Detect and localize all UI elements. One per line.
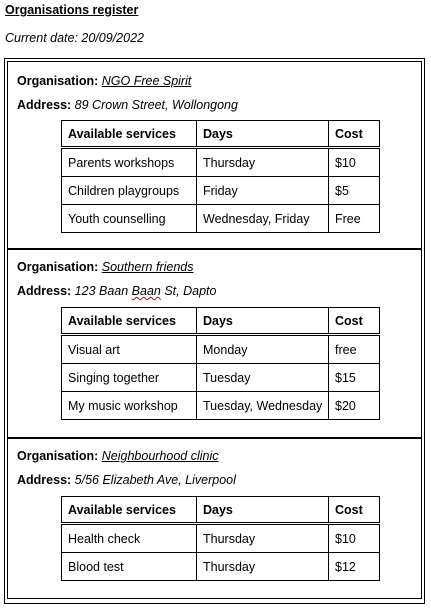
column-header-days: Days (197, 308, 329, 335)
organisation-label: Organisation: (17, 449, 99, 463)
organisation-line (17, 260, 193, 274)
service-cell: Parents workshops (62, 148, 197, 177)
address-label: Address: (17, 98, 72, 112)
table-header-row (62, 121, 380, 148)
table-row (62, 335, 380, 364)
address-value: 5/56 Elizabeth Ave, Liverpool (74, 473, 236, 487)
table-header-row (62, 497, 380, 524)
table-row (62, 392, 380, 420)
days-cell: Tuesday (197, 364, 329, 392)
cost-cell: $10 (329, 148, 380, 177)
service-cell: Children playgroups (62, 177, 197, 205)
address-part: St, Dapto (160, 284, 217, 298)
days-cell: Monday (197, 335, 329, 364)
service-cell: Blood test (62, 553, 197, 581)
service-cell: Singing together (62, 364, 197, 392)
cost-cell: $12 (329, 553, 380, 581)
days-cell: Thursday (197, 148, 329, 177)
column-header-services: Available services (62, 308, 197, 335)
organisations-register (4, 58, 425, 604)
column-header-cost: Cost (329, 497, 380, 524)
organisation-name: NGO Free Spirit (101, 74, 192, 88)
table-row (62, 205, 380, 233)
column-header-days: Days (197, 497, 329, 524)
address-label: Address: (17, 473, 72, 487)
organisation-name: Neighbourhood clinic (101, 449, 219, 463)
table-row (62, 177, 380, 205)
days-cell: Thursday (197, 553, 329, 581)
services-table (61, 120, 380, 233)
current-date: Current date: 20/09/2022 (5, 31, 144, 45)
page-title: Organisations register (5, 3, 139, 17)
address-line (17, 284, 216, 298)
cost-cell: $5 (329, 177, 380, 205)
service-cell: Health check (62, 524, 197, 553)
days-cell: Tuesday, Wednesday (197, 392, 329, 420)
cost-cell: $20 (329, 392, 380, 420)
column-header-days: Days (197, 121, 329, 148)
organisation-name: Southern friends (101, 260, 194, 274)
services-table (61, 496, 380, 581)
column-header-cost: Cost (329, 308, 380, 335)
table-row (62, 553, 380, 581)
service-cell: My music workshop (62, 392, 197, 420)
organisation-block (7, 438, 422, 599)
service-cell: Youth counselling (62, 205, 197, 233)
service-cell: Visual art (62, 335, 197, 364)
address-line (17, 473, 236, 487)
column-header-services: Available services (62, 121, 197, 148)
address-line (17, 98, 238, 112)
table-row (62, 364, 380, 392)
cost-cell: $10 (329, 524, 380, 553)
cost-cell: $15 (329, 364, 380, 392)
table-header-row (62, 308, 380, 335)
address-label: Address: (17, 284, 72, 298)
table-row (62, 524, 380, 553)
organisation-block (7, 249, 422, 438)
days-cell: Wednesday, Friday (197, 205, 329, 233)
cost-cell: Free (329, 205, 380, 233)
organisation-block (7, 61, 422, 249)
days-cell: Thursday (197, 524, 329, 553)
cost-cell: free (329, 335, 380, 364)
organisation-label: Organisation: (17, 260, 99, 274)
spelling-flag: Baan (131, 284, 161, 298)
column-header-cost: Cost (329, 121, 380, 148)
days-cell: Friday (197, 177, 329, 205)
address-value (75, 284, 217, 298)
organisation-label: Organisation: (17, 74, 99, 88)
address-value: 89 Crown Street, Wollongong (74, 98, 238, 112)
organisation-line (17, 74, 191, 88)
organisation-line (17, 449, 219, 463)
column-header-services: Available services (62, 497, 197, 524)
services-table (61, 307, 380, 420)
table-row (62, 148, 380, 177)
address-part: 123 Baan (74, 284, 132, 298)
